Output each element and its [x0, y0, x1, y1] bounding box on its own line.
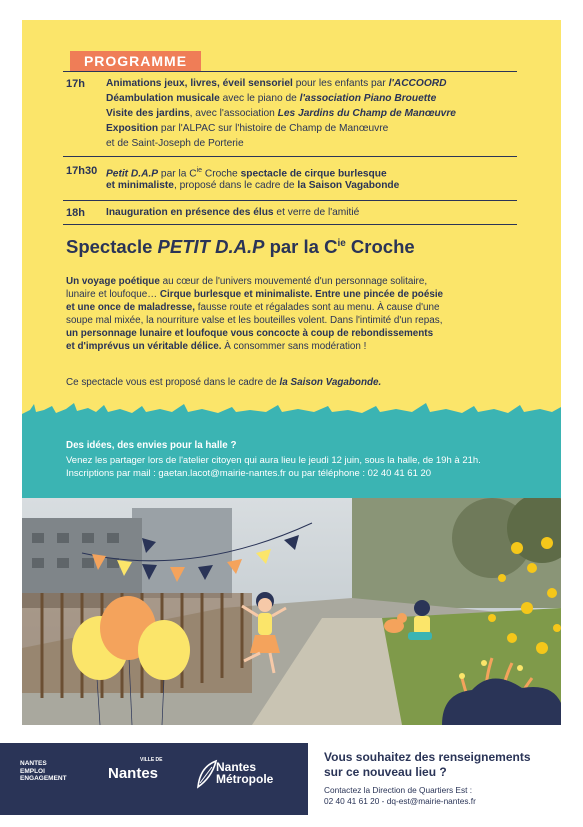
- text-segment: Inauguration en présence des élus: [106, 207, 274, 218]
- text-segment: et verre de l'amitié: [273, 207, 360, 218]
- logo-text: EMPLOI: [20, 767, 45, 775]
- logo-nantes-emploi[interactable]: [20, 760, 67, 783]
- text-segment: soupe mal mixée, la nourriture valse et les bouteilles volent. Dans l'intimité d'un repas,: [66, 314, 443, 326]
- contact-heading-line: sur ce nouveau lieu ?: [324, 764, 447, 779]
- description-line: [66, 302, 443, 315]
- garden-photo: [22, 498, 561, 725]
- divider: [63, 200, 517, 201]
- text-segment: par la C: [158, 168, 197, 180]
- logo-text: Métropole: [216, 772, 274, 786]
- text-segment: Croche: [202, 168, 241, 180]
- text-segment: Ce spectacle vous est proposé dans le cadre de: [66, 377, 280, 388]
- description-line: [66, 315, 443, 328]
- text-segment: et une once de maladresse,: [66, 301, 195, 313]
- text-segment: l'ACCOORD: [388, 78, 447, 89]
- row-time: 18h: [66, 207, 85, 219]
- text-segment: fausse route et régalades sont au menu. À cause d'une: [194, 301, 440, 313]
- row-line: [106, 122, 388, 136]
- contact-heading: [324, 750, 554, 779]
- text-segment: lunaire et loufoque…: [66, 288, 160, 300]
- flyer-sheet: [22, 20, 561, 725]
- title-part: par la C: [264, 236, 338, 257]
- text-segment: par l'ALPAC sur l'histoire de Champ de Manœuvre: [158, 123, 389, 134]
- text-segment: Exposition: [106, 123, 159, 134]
- logo-text: ENGAGEMENT: [20, 775, 67, 782]
- divider: [63, 71, 517, 72]
- programme-label: PROGRAMME: [70, 51, 201, 71]
- row-line: [106, 179, 399, 193]
- text-segment: pour les enfants par: [292, 78, 389, 89]
- ideas-line: Venez les partager lors de l'atelier citoyen qui aura lieu le jeudi 12 juin, sous la halle, de 19h à 21h.: [66, 455, 481, 466]
- ideas-heading: Des idées, des envies pour la halle ?: [66, 440, 237, 451]
- text-segment: et d'imprévus un véritable délice.: [66, 340, 222, 352]
- text-segment: l'association Piano Brouette: [299, 93, 437, 104]
- divider: [63, 156, 517, 157]
- text-segment: , avec l'association: [189, 108, 278, 119]
- ideas-line: Inscriptions par mail : gaetan.lacot@mairie-nantes.fr ou par téléphone : 02 40 41 61 20: [66, 468, 432, 479]
- text-segment: la Saison Vagabonde.: [279, 377, 382, 388]
- row-time: 17h30: [66, 165, 98, 177]
- text-segment: Cirque burlesque et minimaliste. Entre une pincée de poésie: [159, 288, 444, 300]
- text-segment: et de Saint-Joseph de Porterie: [106, 138, 244, 149]
- row-line: [106, 92, 436, 106]
- text-segment: au cœur de l'univers mouvementé d'un personnage solitaire,: [159, 276, 428, 287]
- description-line: [66, 276, 443, 289]
- title-part: Croche: [345, 236, 415, 257]
- contact-email[interactable]: 02 40 41 61 20 - dq-est@mairie-nantes.fr: [324, 796, 476, 806]
- text-segment: Visite des jardins: [106, 108, 190, 119]
- title-part: PETIT D.A.P: [157, 236, 265, 257]
- contact-line: Contactez la Direction de Quartiers Est :: [324, 785, 473, 795]
- text-segment: avec le piano de: [219, 93, 300, 104]
- text-segment: Les Jardins du Champ de Manœuvre: [277, 108, 456, 119]
- row-line: [106, 107, 456, 121]
- text-segment: Animations jeux, livres, éveil sensoriel: [106, 78, 293, 89]
- title-part: Spectacle: [66, 236, 158, 257]
- metropole-leaf-icon: [196, 759, 218, 789]
- description-line: [66, 289, 443, 302]
- logo-text: VILLE DE: [140, 757, 163, 763]
- description-line: [66, 328, 443, 341]
- text-segment: Déambulation musicale: [106, 93, 220, 104]
- text-segment: Petit D.A.P: [106, 168, 159, 180]
- logo-text: Nantes: [216, 760, 257, 774]
- contact-heading-line: Vous souhaitez des renseignements: [324, 750, 531, 764]
- spectacle-description: [66, 276, 443, 353]
- text-segment: Un voyage poétique: [66, 276, 160, 287]
- row-line: [106, 206, 359, 220]
- divider: [63, 224, 517, 225]
- programme-row-17h: [63, 75, 517, 175]
- saison-note: [66, 377, 381, 390]
- programme-row-17h30: [63, 162, 517, 202]
- spectacle-title: [66, 236, 415, 258]
- footer-logos: [0, 743, 308, 815]
- programme-row-18h: [63, 204, 517, 224]
- row-line: [106, 137, 244, 151]
- text-segment: ie: [196, 167, 203, 174]
- logo-text: Nantes: [108, 765, 159, 782]
- row-line: [106, 77, 446, 91]
- description-line: [66, 341, 443, 354]
- text-segment: , proposé dans le cadre de: [173, 180, 298, 191]
- title-part: ie: [337, 238, 346, 249]
- text-segment: À consommer sans modération !: [221, 340, 367, 352]
- text-segment: un personnage lunaire et loufoque vous concocte à coup de rebondissements: [66, 327, 434, 339]
- row-time: 17h: [66, 78, 85, 90]
- text-segment: et minimaliste: [106, 180, 174, 191]
- logo-text: NANTES: [20, 760, 47, 767]
- text-segment: la Saison Vagabonde: [297, 180, 400, 191]
- text-segment: spectacle de cirque burlesque: [240, 168, 387, 180]
